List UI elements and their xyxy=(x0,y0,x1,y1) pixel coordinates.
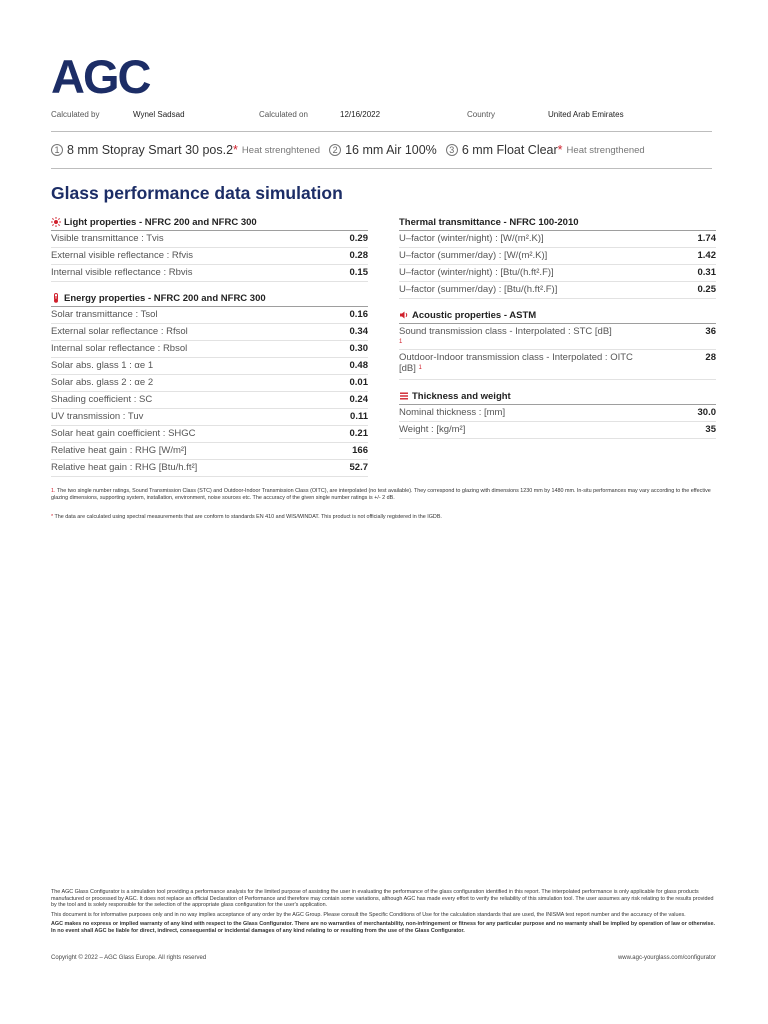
table-row xyxy=(51,443,368,460)
thickness-heading-text: Thickness and weight xyxy=(412,390,511,402)
table-row xyxy=(51,392,368,409)
logo-text: AGC xyxy=(51,56,150,96)
country-label: Country xyxy=(467,110,496,119)
table-row xyxy=(51,265,368,282)
disclaimer-paragraph: This document is for informative purposes only and in no way implies acceptance of any order by the AGC Group. Please consult the Specific Conditions of Use for the calculation standards that are used, the INISMA test report number and the accuracy of the values. xyxy=(51,911,686,918)
row-value: 0.28 xyxy=(349,250,368,261)
disclaimer-paragraph: The AGC Glass Configurator is a simulation tool providing a performance analysis for the limited purpose of assisting the user in evaluating the performance of the glass configuration identified in this report. The interpolated performance is only applicable for glass products manufactured or processed by AGC. It does not replace an official Declaration of Performance and therefore may contain some variations, although AGC has made every effort to verify the reliability of this simulation tool. The user assumes any risk relating to the results provided by the tool and is solely responsible for the selection of the appropriate glass configuration for the user's application. xyxy=(51,889,714,909)
table-row xyxy=(399,350,716,380)
row-label: U–factor (winter/night) : [Btu/(h.ft².F)] xyxy=(399,267,554,278)
row-value: 36 xyxy=(705,326,716,337)
thermal-heading-text: Thermal transmittance - NFRC 100-2010 xyxy=(399,216,579,228)
table-row xyxy=(51,375,368,392)
layer-star-1: * xyxy=(233,143,238,157)
row-label: Solar abs. glass 2 : αe 2 xyxy=(51,377,154,388)
table-row xyxy=(399,422,716,439)
row-value: 0.01 xyxy=(349,377,368,388)
divider-top xyxy=(51,131,712,132)
footnote-mark: 1. xyxy=(51,488,56,494)
footnote-text: The data are calculated using spectral measurements that are conform to standards EN 410 and WIS/WINDAT. This product is not officially registered in the IGDB. xyxy=(54,514,442,520)
thermal-transmittance-heading xyxy=(399,214,716,231)
layer-name-3: 6 mm Float Clear xyxy=(461,143,558,157)
layer-number-3: 3 xyxy=(446,144,458,156)
table-row xyxy=(399,282,716,299)
row-label: External solar reflectance : Rfsol xyxy=(51,326,188,337)
row-label: U–factor (summer/day) : [Btu/(h.ft².F)] xyxy=(399,284,558,295)
row-value: 0.30 xyxy=(349,343,368,354)
energy-heading-text: Energy properties - NFRC 200 and NFRC 300 xyxy=(64,292,266,304)
row-value: 0.34 xyxy=(349,326,368,337)
agc-logo xyxy=(51,56,165,96)
speaker-icon xyxy=(399,310,409,320)
table-row xyxy=(51,341,368,358)
footnote-text: The two single number ratings, Sound Transmission Class (STC) and Outdoor-Indoor Transmission Class (OITC), are interpolated (no test available). They correspond to glazing with dimensions 1230 mm by 1480 mm. In-situ performances may vary according to the effective glazing dimensions, supporting system, installation, environment, noise sources etc. The accuracy of the given single number ratings is +/- 2 dB. xyxy=(51,488,711,501)
row-label: Internal visible reflectance : Rbvis xyxy=(51,267,193,278)
sun-icon xyxy=(51,217,61,227)
divider-config xyxy=(51,168,712,169)
footnote-acoustic xyxy=(51,488,711,502)
disclaimer-paragraph-bold: AGC makes no express or implied warranty of any kind with respect to the Glass Configurator. There are no warranties of merchantability, non-infringement or fitness for any particular purpose and no warranty shall be implied by operation of law or otherwise. In no event shall AGC be liable for direct, indirect, consequential or incidental damages of any kind relating to or resulting from the use of the Glass Configurator. xyxy=(51,921,715,934)
row-value: 166 xyxy=(352,445,368,456)
website-link[interactable]: www.agc-yourglass.com/configurator xyxy=(617,955,716,961)
table-row xyxy=(51,460,368,477)
row-value: 35 xyxy=(705,424,716,435)
row-value: 0.15 xyxy=(349,267,368,278)
row-value: 0.31 xyxy=(697,267,716,278)
page-title: Glass performance data simulation xyxy=(51,183,343,203)
row-label: Solar heat gain coefficient : SHGC xyxy=(51,428,196,439)
row-value: 1.74 xyxy=(697,233,716,244)
row-label: Outdoor-Indoor transmission class - Interpolated : OITC [dB] $^1$ xyxy=(399,352,633,374)
row-value: 0.11 xyxy=(350,411,368,422)
row-value: 1.42 xyxy=(697,250,716,261)
acoustic-properties-heading xyxy=(399,307,716,324)
row-label: Shading coefficient : SC xyxy=(51,394,153,405)
thickness-weight-heading xyxy=(399,388,716,405)
row-label: Nominal thickness : [mm] xyxy=(399,407,506,418)
row-value: 0.16 xyxy=(349,309,368,320)
row-label: UV transmission : Tuv xyxy=(51,411,144,422)
row-value: 30.0 xyxy=(697,407,716,418)
calculated-on-label: Calculated on xyxy=(259,110,308,119)
table-row xyxy=(399,265,716,282)
table-row xyxy=(51,426,368,443)
glass-configuration xyxy=(51,141,721,159)
row-label: Weight : [kg/m²] xyxy=(399,424,466,435)
row-value: 0.48 xyxy=(349,360,368,371)
row-label: U–factor (winter/night) : [W/(m².K)] xyxy=(399,233,544,244)
energy-properties-heading xyxy=(51,290,368,307)
calculated-on-value: 12/16/2022 xyxy=(340,110,381,119)
row-label: Visible transmittance : Tvis xyxy=(51,233,164,244)
footnote-ref: 1 xyxy=(399,339,403,345)
legal-disclaimer xyxy=(51,889,715,938)
right-column xyxy=(399,214,716,439)
table-row xyxy=(399,248,716,265)
layer-qualifier-1: Heat strenghtened xyxy=(241,144,321,156)
row-label: Internal solar reflectance : Rbsol xyxy=(51,343,188,354)
light-properties-heading xyxy=(51,214,368,231)
table-row xyxy=(51,231,368,248)
light-heading-text: Light properties - NFRC 200 and NFRC 300 xyxy=(64,216,257,228)
table-row xyxy=(51,307,368,324)
table-row xyxy=(51,358,368,375)
layer-star-3: * xyxy=(557,143,563,157)
layer-number-2: 2 xyxy=(329,144,341,156)
row-label: Solar abs. glass 1 : αe 1 xyxy=(51,360,154,371)
row-label: Sound transmission class - Interpolated : STC [dB] $^1$ xyxy=(399,326,612,345)
layer-name-2: 16 mm Air 100% xyxy=(345,143,437,157)
table-row xyxy=(399,405,716,422)
table-row xyxy=(399,324,716,350)
table-row xyxy=(51,324,368,341)
row-value: 28 xyxy=(705,352,716,363)
row-value: 52.7 xyxy=(349,462,368,473)
copyright-text: Copyright © 2022 – AGC Glass Europe. All rights reserved xyxy=(51,955,207,961)
calculated-by-value: Wynel Sadsad xyxy=(133,110,185,119)
layers-icon xyxy=(399,391,409,401)
row-value: 0.29 xyxy=(349,233,368,244)
row-label: U–factor (summer/day) : [W/(m².K)] xyxy=(399,250,548,261)
footnote-data-source xyxy=(51,514,711,521)
row-value: 0.24 xyxy=(349,394,368,405)
country-value: United Arab Emirates xyxy=(548,110,624,119)
row-value: 0.25 xyxy=(697,284,716,295)
thermometer-icon xyxy=(51,293,61,303)
row-label: Relative heat gain : RHG [Btu/h.ft²] xyxy=(51,462,198,473)
layer-number-1: 1 xyxy=(51,144,63,156)
table-row xyxy=(51,409,368,426)
row-label: External visible reflectance : Rfvis xyxy=(51,250,194,261)
footnote-mark: * xyxy=(51,514,54,520)
calculated-by-label: Calculated by xyxy=(51,110,100,119)
layer-qualifier-3: Heat strengthened xyxy=(566,144,645,156)
acoustic-heading-text: Acoustic properties - ASTM xyxy=(412,309,537,321)
table-row xyxy=(399,231,716,248)
footnote-ref: 1 xyxy=(418,365,422,371)
row-label: Relative heat gain : RHG [W/m²] xyxy=(51,445,187,456)
row-value: 0.21 xyxy=(349,428,368,439)
row-label: Solar transmittance : Tsol xyxy=(51,309,158,320)
left-column xyxy=(51,214,368,477)
layer-name-1: 8 mm Stopray Smart 30 pos.2 xyxy=(67,143,234,157)
table-row xyxy=(51,248,368,265)
